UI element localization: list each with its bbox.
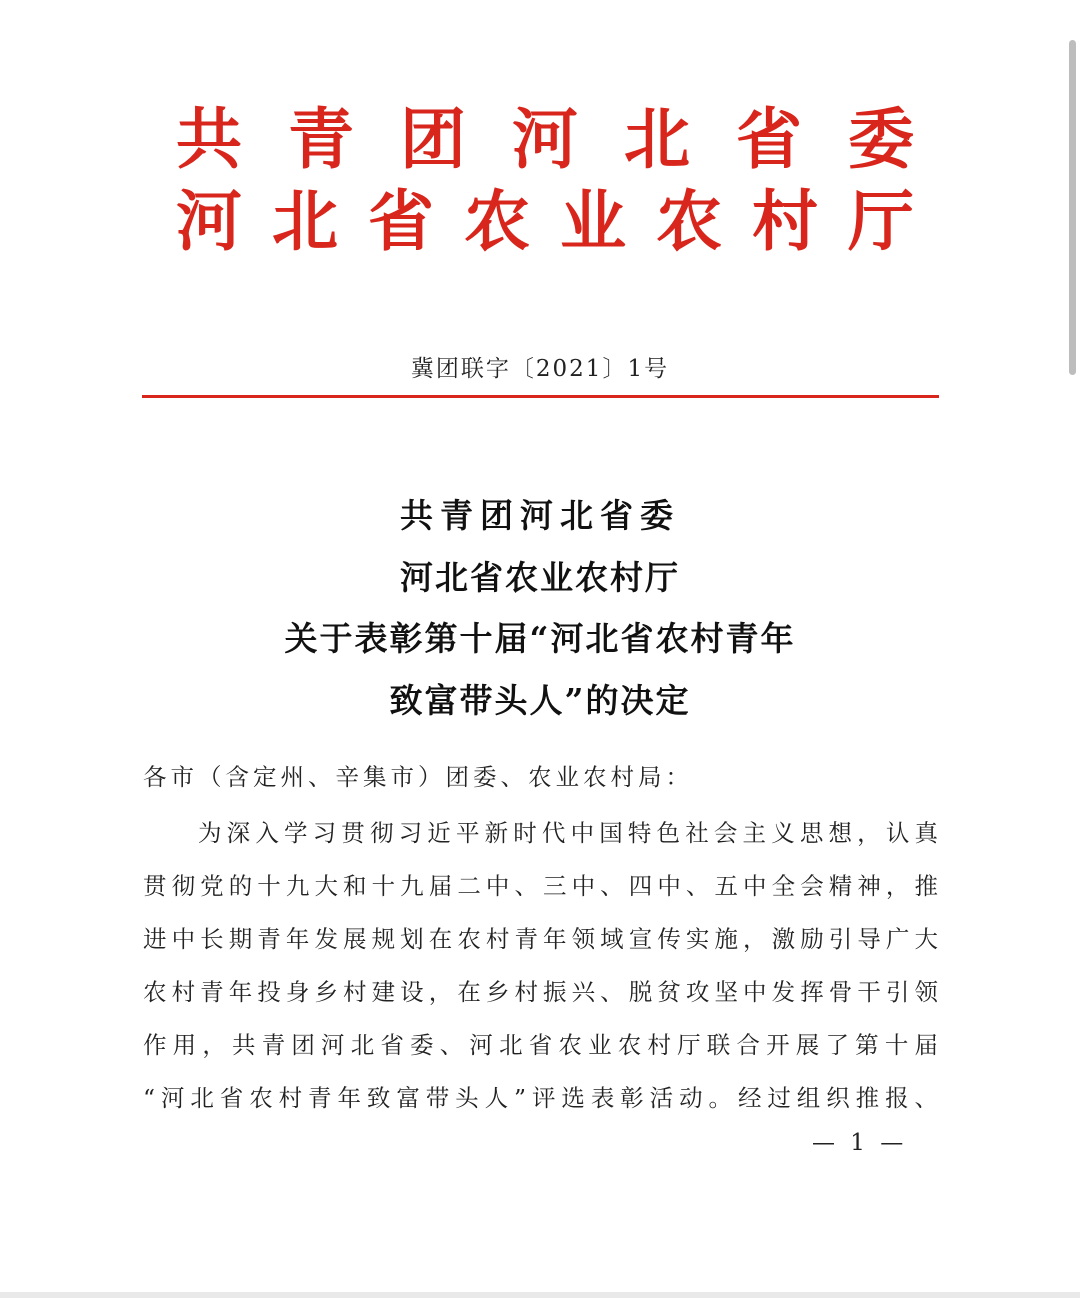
masthead-line-1: 共青团河北省委 [176,101,916,178]
masthead-line-2: 河北省农业农村厅 [176,183,916,260]
body-line: 为深入学习贯彻习近平新时代中国特色社会主义思想，认真 [198,819,938,847]
salutation: 各市（含定州、辛集市）团委、农业农村局： [143,763,693,791]
title-line-4: 致富带头人”的决定 [389,681,691,720]
page-number: — 1 — [812,1130,908,1156]
title-line-2: 河北省农业农村厅 [400,558,680,597]
scrollbar-thumb[interactable] [1069,40,1076,375]
title-line-1: 共青团河北省委 [400,496,680,535]
body-line: 贯彻党的十九大和十九届二中、三中、四中、五中全会精神，推 [143,872,938,900]
document-number: 冀团联字〔2021〕1号 [410,356,670,382]
scrollbar-track[interactable] [1066,0,1080,1298]
body-line: “河北省农村青年致富带头人”评选表彰活动。经过组织推报、 [143,1084,938,1112]
bottom-edge-strip [0,1292,1080,1298]
body-line: 进中长期青年发展规划在农村青年领域宣传实施，激励引导广大 [143,925,938,953]
body-line: 农村青年投身乡村建设，在乡村振兴、脱贫攻坚中发挥骨干引领 [143,978,938,1006]
red-divider-rule [142,395,939,398]
title-line-3: 关于表彰第十届“河北省农村青年 [284,619,796,658]
body-line: 作用，共青团河北省委、河北省农业农村厅联合开展了第十届 [143,1031,938,1059]
